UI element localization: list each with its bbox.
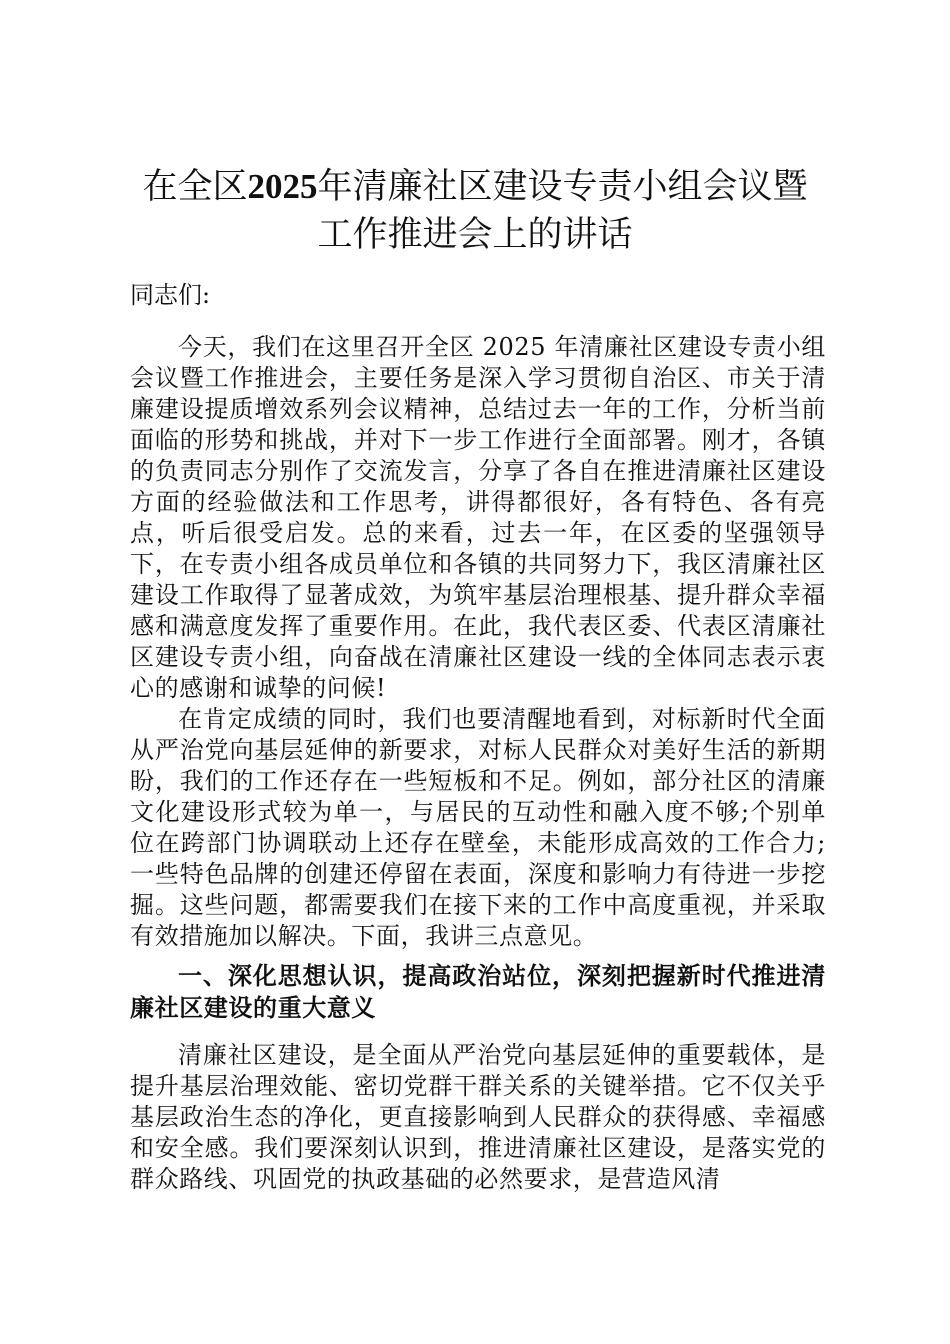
paragraph-1: 今天，我们在这里召开全区 2025 年清廉社区建设专责小组会议暨工作推进会，主要任务是深入学习贯彻自治区、市关于清廉建设提质增效系列会议精神，总结过去一年的工作，分析当前面临的形势和挑战，并对下一步工作进行全面部署。刚才，各镇的负责同志分别作了交流发言，分享了各自在推进清廉社区建设方面的经验做法和工作思考，讲得都很好，各有特色、各有亮点，听后很受启发。总的来看，过去一年，在区委的坚强领导下，在专责小组各成员单位和各镇的共同努力下，我区清廉社区建设工作取得了显著成效，为筑牢基层治理根基、提升群众幸福感和满意度发挥了重要作用。在此，我代表区委、代表区清廉社区建设专责小组，向奋战在清廉社区建设一线的全体同志表示衷心的感谢和诚挚的问候! [130,333,826,702]
document-title [100,163,850,259]
title-line-2: 工作推进会上的讲话 [317,215,633,255]
paragraph-2: 在肯定成绩的同时，我们也要清醒地看到，对标新时代全面从严治党向基层延伸的新要求，对标人民群众对美好生活的新期盼，我们的工作还存在一些短板和不足。例如，部分社区的清廉文化建设形式较为单一，与居民的互动性和融入度不够;个别单位在跨部门协调联动上还存在壁垒，未能形成高效的工作合力;一些特色品牌的创建还停留在表面，深度和影响力有待进一步挖掘。这些问题，都需要我们在接下来的工作中高度重视，并采取有效措施加以解决。下面，我讲三点意见。 [130,705,826,950]
title-part-2: 年清廉社区建设专责小组会议暨 [317,167,808,207]
title-part-1: 在全区 [142,167,248,207]
section-1-heading: 一、深化思想认识，提高政治站位，深刻把握新时代推进清廉社区建设的重大意义 [130,961,826,1022]
greeting: 同志们: [130,281,211,309]
paragraph-3: 清廉社区建设，是全面从严治党向基层延伸的重要载体，是提升基层治理效能、密切党群干群关系的关键举措。它不仅关乎基层政治生态的净化，更直接影响到人民群众的获得感、幸福感和安全感。我们要深刻认识到，推进清廉社区建设，是落实党的群众路线、巩固党的执政基础的必然要求，是营造风清 [130,1041,826,1193]
title-year: 2025 [247,167,318,206]
